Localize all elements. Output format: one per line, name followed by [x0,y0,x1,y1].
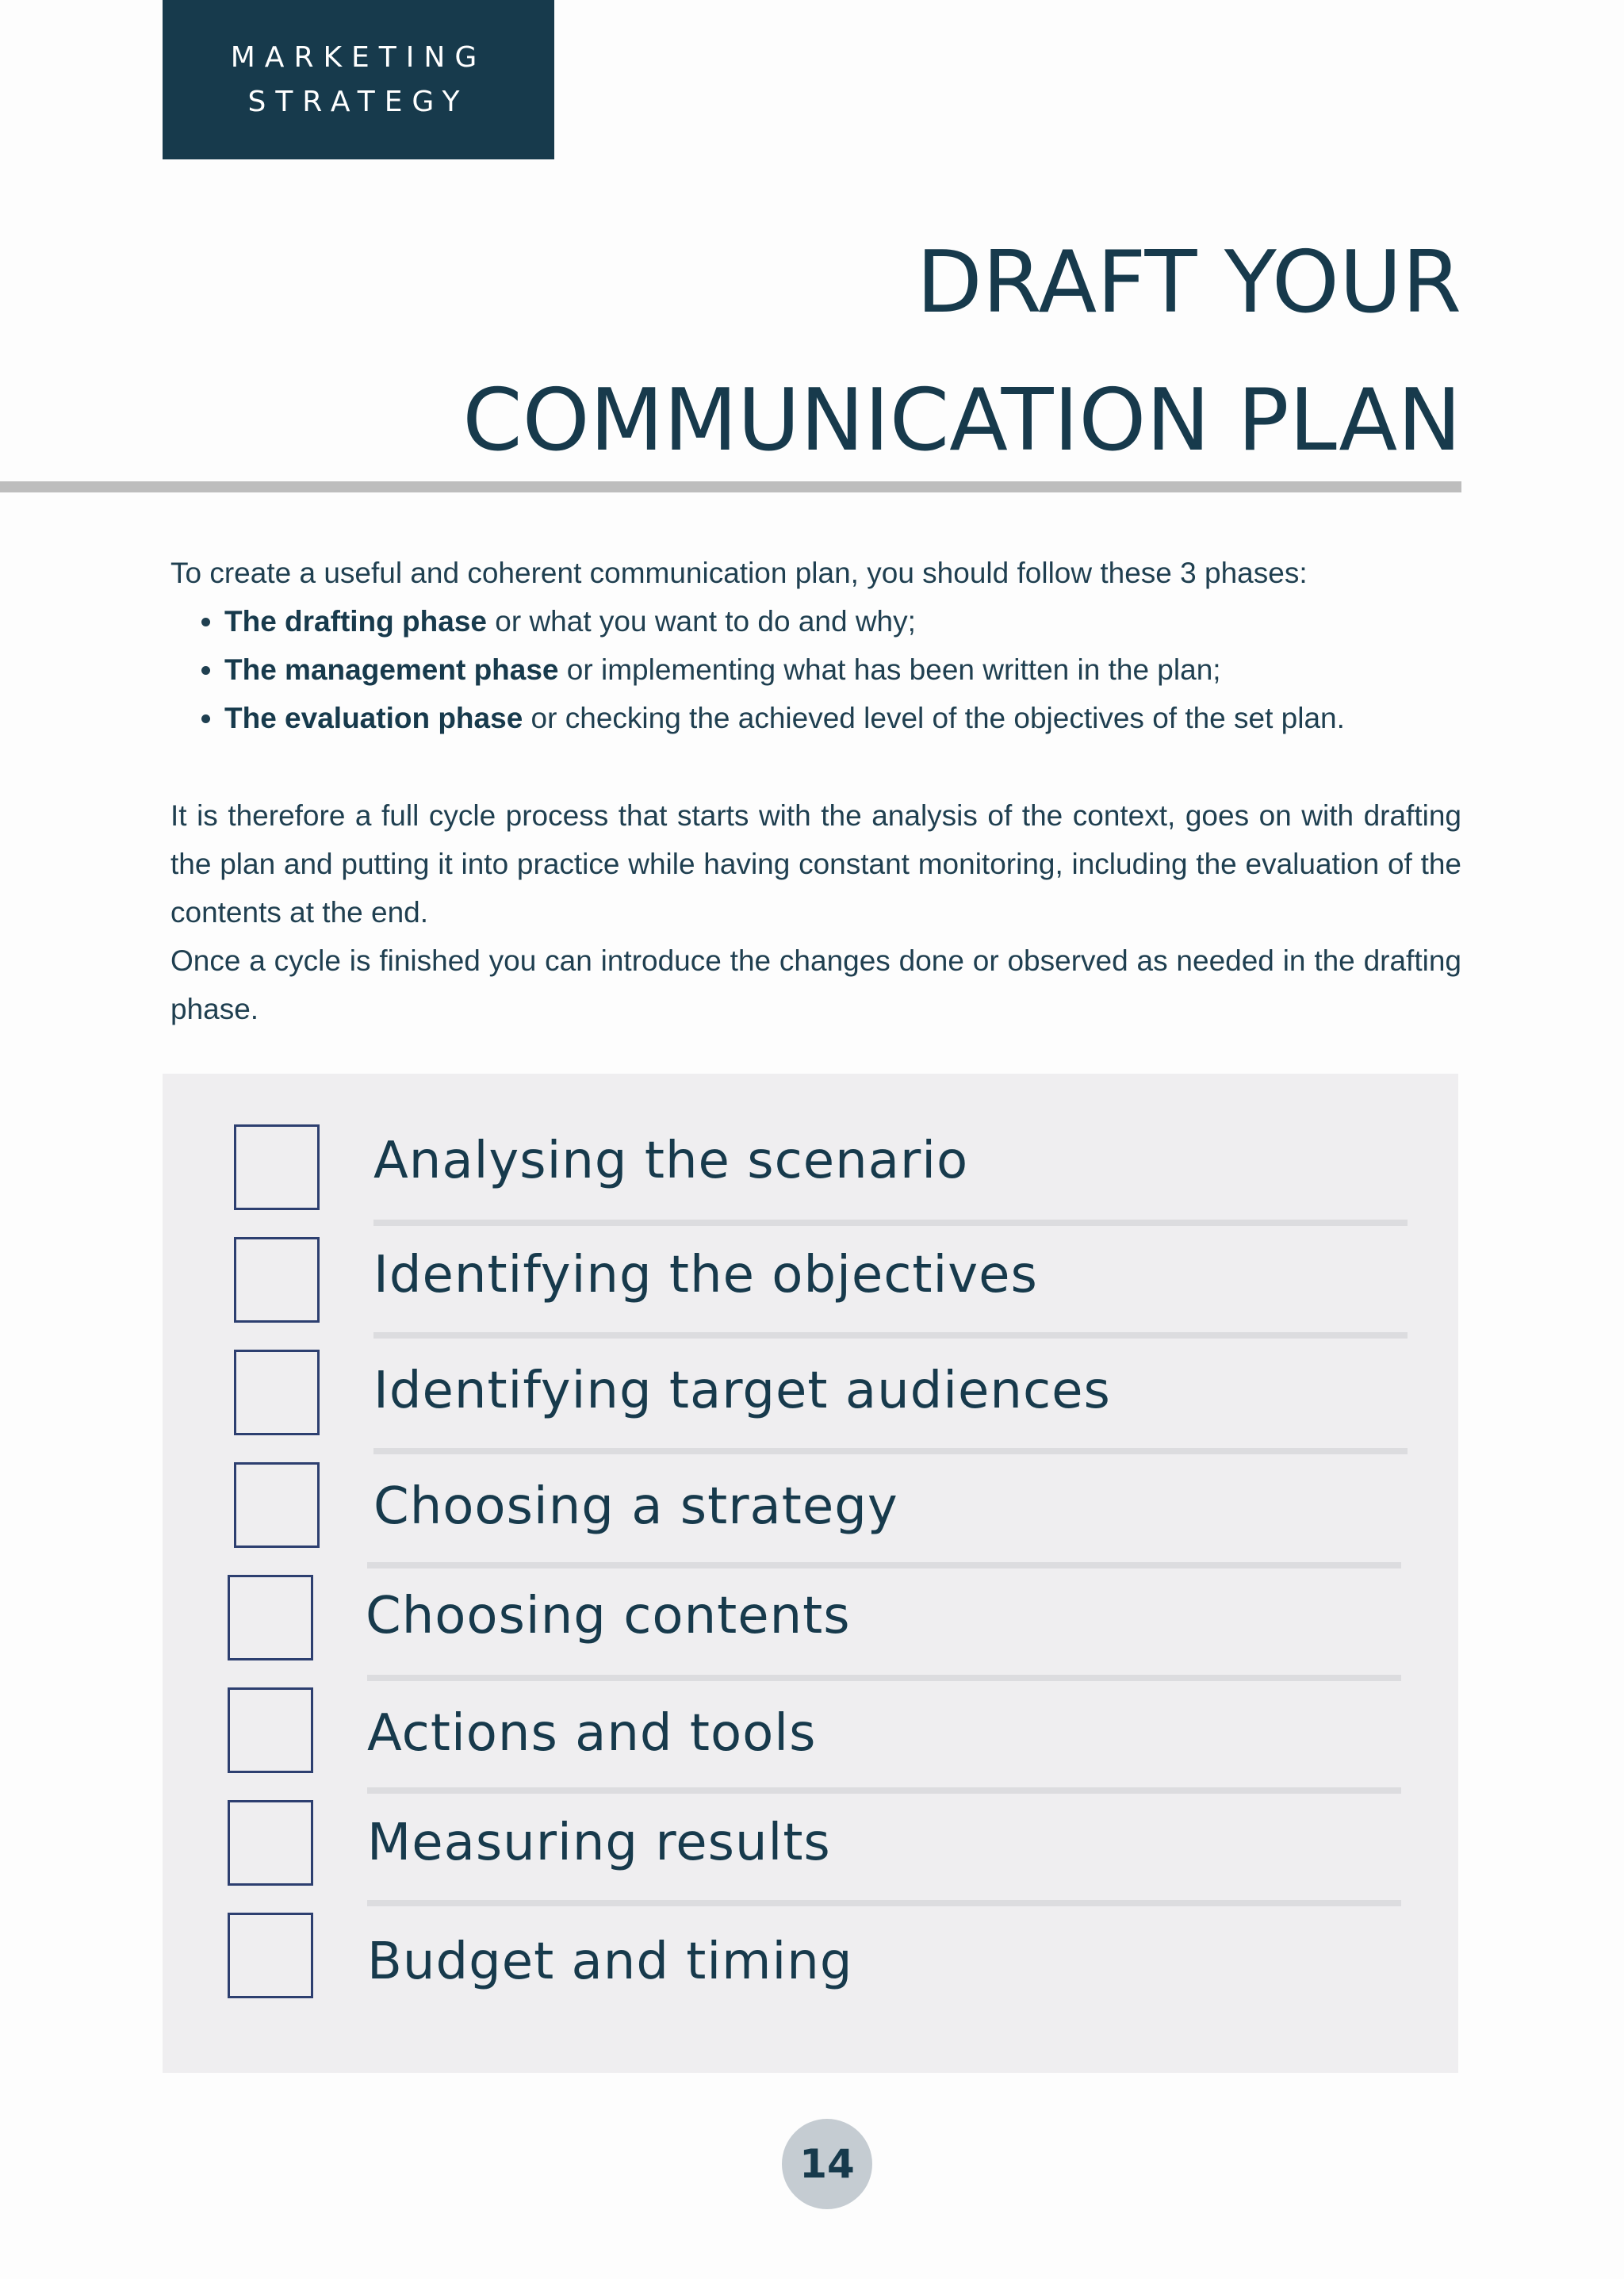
checklist-label: Budget and timing [367,1932,853,1991]
phase-item-drafting [224,597,1461,645]
checklist-underline [373,1332,1408,1339]
checklist-underline [367,1675,1401,1681]
page-number: 14 [799,2141,855,2187]
checklist-label: Identifying target audiences [373,1362,1111,1420]
phase-description: or implementing what has been written in the plan; [558,653,1221,686]
checkbox-identifying-audiences[interactable] [234,1350,320,1435]
intro-lead: To create a useful and coherent communication plan, you should follow these 3 phases: [170,557,1308,589]
phase-name: The evaluation phase [224,702,523,734]
phase-description: or checking the achieved level of the objectives of the set plan. [523,702,1345,734]
phase-item-evaluation [224,694,1461,742]
checkbox-measuring-results[interactable] [228,1800,313,1886]
section-tag [163,0,554,159]
body-paragraph-2: Once a cycle is finished you can introduce the changes done or observed as needed in the drafting phase. [170,944,1461,1025]
checklist-underline [367,1787,1401,1794]
section-tag-line1: MARKETING [230,40,487,74]
checkbox-actions-tools[interactable] [228,1687,313,1773]
checkbox-choosing-contents[interactable] [228,1575,313,1660]
checklist-underline [373,1448,1408,1454]
checklist-label: Choosing contents [366,1587,851,1645]
checkbox-identifying-objectives[interactable] [234,1237,320,1323]
checklist-label: Analysing the scenario [373,1132,969,1190]
checklist-label: Measuring results [367,1814,831,1872]
checklist-underline [367,1562,1401,1568]
title-divider [0,481,1461,492]
checkbox-budget-timing[interactable] [228,1913,313,1998]
checkbox-choosing-strategy[interactable] [234,1462,320,1548]
page-title-line1: DRAFT YOUR [916,233,1461,332]
body-paragraph-1: It is therefore a full cycle process that starts with the analysis of the context, goes on with drafting the plan and putting it into practice while having constant monitoring, including the evaluation of the contents at the end. [170,799,1461,929]
intro-section [170,549,1461,742]
checklist-label: Actions and tools [367,1704,817,1763]
phase-name: The management phase [224,653,559,686]
page-number-badge [782,2119,872,2209]
checklist-panel [163,1074,1458,2073]
checkbox-analysing-scenario[interactable] [234,1124,320,1210]
checklist-underline [373,1220,1408,1226]
section-tag-line2: STRATEGY [247,85,469,118]
page-title [462,214,1461,490]
page-title-line2: COMMUNICATION PLAN [462,371,1461,470]
phase-item-management [224,645,1461,694]
phase-name: The drafting phase [224,605,487,638]
phase-description: or what you want to do and why; [486,605,916,638]
checklist-underline [367,1900,1401,1906]
phase-list [170,597,1461,742]
checklist-label: Identifying the objectives [373,1246,1038,1304]
checklist-label: Choosing a strategy [373,1477,898,1536]
